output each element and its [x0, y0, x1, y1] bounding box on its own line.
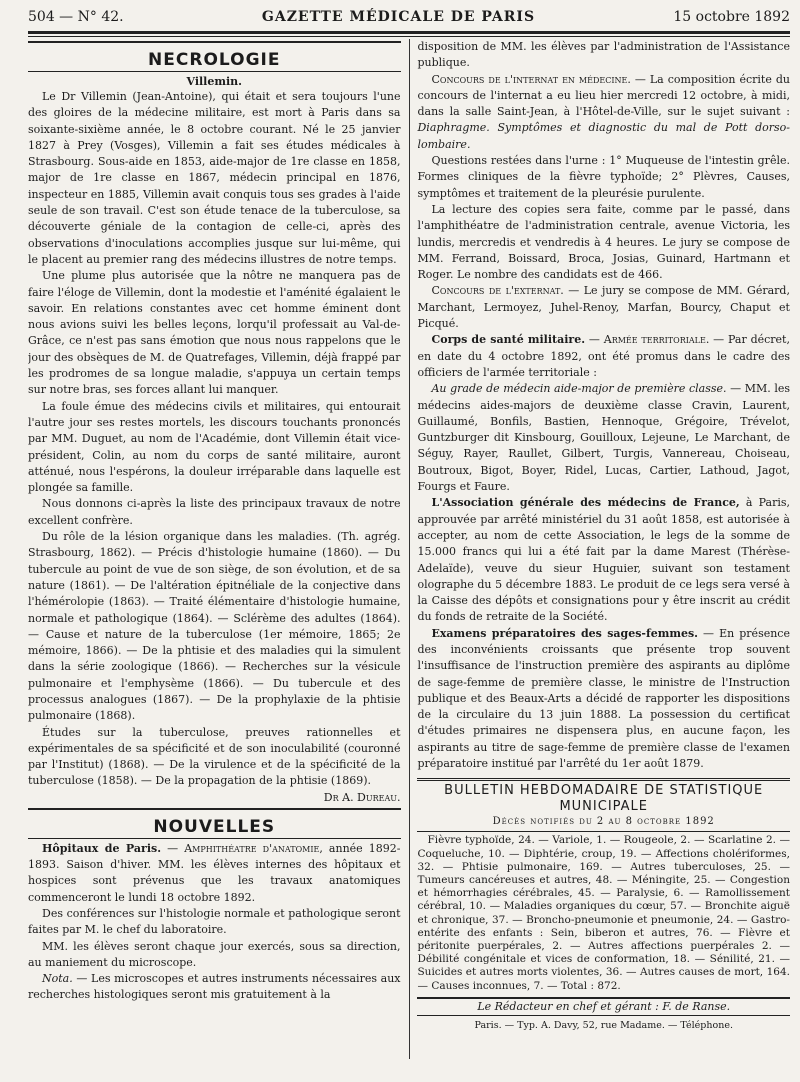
externat-lead: Concours de l'externat.: [431, 284, 564, 298]
journal-title: GAZETTE MÉDICALE DE PARIS: [261, 9, 536, 25]
questions-paragraph: Questions restées dans l'urne : 1° Muqueuse de l'intestin grêle. Formes cliniques de la fièvre typhoïde; 2° Plèvres, Causes, symptômes et traitement de la pleurésie purulente.: [417, 154, 790, 200]
bulletin-subtitle: Décès notifiés du 2 au 8 octobre 1892: [492, 816, 715, 828]
lecture-paragraph: La lecture des copies sera faite, comme par le passé, dans l'amphithéatre de l'administration centrale, avenue Victoria, les lundis, mercredis et vendredis à 4 heures. Le jury se compose de MM. Ferrand, Boissard, Broca, Josias, Guinard, Hartmann et Roger. Le nombre des candidats est de 466.: [417, 202, 790, 282]
hopitaux-sub: Amphithéatre d'anatomie: [184, 841, 320, 855]
nouvelles-paragraph: MM. les élèves seront chaque jour exercés, sous sa direction, au maniement du microscope.: [28, 939, 401, 969]
necrologie-paragraph: Une plume plus autorisée que la nôtre ne manquera pas de faire l'éloge de Villemin, dont la modestie et l'aménité égalaient le savoir. En relations constantes avec cet homme éminent dont nous avions suivi les belles leçons, lorqu'il professait au Val-de-Grâce, ce n'est pas sans émotion que nous nous rappelons que le jour des obsèques de M. de Quatrefages, Villemin, déjà frappé par les prodromes de sa longue maladie, s'appuya un certain temps sur notre bras, ses forces allant lui manquer.: [28, 269, 401, 397]
necrologie-paragraph: Le Dr Villemin (Jean-Antoine), qui était et sera toujours l'une des gloires de la médecine militaire, est mort à Paris dans sa soixante-sixième année, le 8 octobre courant. Né le 25 janvier 1827 à Prey (Vosges), Villemin a fait ses études médicales à Strasbourg. Sous-aide en 1853, aide-major de 1re classe en 1858, major de 1re classe en 1867, médecin principal en 1876, inspecteur en 1885, Villemin avait conquis tous ses grades à l'aide seule de son travail. C'est son étude tenace de la tuberculose, sa découverte géniale de la contagion de celle-ci, après des observations d'inoculations accomplies jusque sur lui-même, qui le placent au premier rang des médecins illustres de notre temps.: [28, 90, 401, 266]
bulletin-title: BULLETIN HEBDOMADAIRE DE STATISTIQUE: [444, 783, 764, 799]
hopitaux-lead: Hôpitaux de Paris.: [42, 841, 162, 855]
hopitaux-text: , année 1892-1893. Saison d'hiver. MM. les élèves internes des hôpitaux et hospices sont prévenus que les travaux anatomiques commenceront le lundi 18 octobre 1892.: [28, 841, 401, 904]
externat-paragraph: [417, 283, 790, 332]
internat-text: — La composition écrite du concours de l'internat a eu lieu hier mercredi 12 octobre, à midi, dans la salle Saint-Jean, à l'Hôtel-de-Ville, sur le sujet suivant :: [417, 72, 790, 119]
nota-text: — Les microscopes et autres instruments nécessaires aux recherches histologiques seront mis gratuitement à la: [28, 972, 401, 1002]
nouvelles-paragraph: Des conférences sur l'histologie normale et pathologique seront faites par M. le chef du laboratoire.: [28, 906, 401, 937]
grade-lead: Au grade de médecin aide-major de première classe.: [431, 382, 727, 396]
nouvelles-heading-box: [28, 808, 401, 839]
necrologie-heading: NECROLOGIE: [148, 50, 281, 70]
corps-lead: Corps de santé militaire.: [431, 333, 586, 347]
bulletin-header: [417, 778, 790, 832]
signature: Dr A. Dureau.: [323, 790, 401, 804]
necrologie-heading-box: [28, 41, 401, 72]
bulletin-statistics: [417, 834, 790, 992]
corps-paragraph: [417, 332, 790, 381]
right-column: [409, 39, 790, 1059]
examens-paragraph: [417, 626, 790, 773]
hopitaux-paragraph: Hôpitaux de Paris. — Amphithéatre d'anatomie, année 1892-1893. Saison d'hiver. MM. les élèves internes des hôpitaux et hospices sont prévenus que les travaux anatomiques commenceront le lundi 18 octobre 1892.: [28, 841, 401, 904]
association-lead: L'Association générale des médecins de France,: [431, 496, 740, 510]
page-header: [28, 8, 790, 28]
works-list: Du rôle de la lésion organique dans les maladies. (Th. agrég. Strasbourg, 1862). — Précis d'histologie humaine (1860). — Du tubercule au point de vue de son siège, de son évolution, et de sa nature (1861). — De l'altération épitnéliale de la conjective dans l'hémérolopie (1863). — Traité élémentaire d'histologie humaine, normale et pathologique (1864). — Sclérème des adultes (1864). — Cause et nature de la tuberculose (1er mémoire, 1865; 2e mémoire, 1866). — De la phtisie et des maladies qui la simulent dans la série zoologique (1866). — Recherches sur la vésicule pulmonaire et l'emphysème (1866). — Du tubercule et des processus analogues (1867). — De la prophylaxie de la phtisie pulmonaire (1868).: [28, 530, 401, 723]
bulletin-title-line2: MUNICIPALE: [559, 799, 649, 815]
association-paragraph: [417, 495, 790, 625]
corps-sub: — Armée territoriale.: [585, 333, 710, 347]
imprint-line: Paris. — Typ. A. Davy, 52, rue Madame. — Téléphone.: [474, 1019, 733, 1031]
statistics-text: Fièvre typhoïde, 24. — Variole, 1. — Rougeole, 2. — Scarlatine 2. — Coqueluche, 10. — Diphtérie, croup, 19. — Affections cholériformes, 32. — Phtisie pulmonaire, 169. — Autres tuberculoses, 25. — Tumeurs cancéreuses et autres, 48. — Méningite, 25. — Congestion et hémorrhagies cérébrales, 45. — Paralysie, 6. — Ramollissement cérébral, 10. — Maladies organiques du cœur, 57. — Bronchite aiguë et chronique, 37. — Broncho-pneumonie et pneumonie, 24. — Gastro-entérite des enfants : Sein, biberon et autres, 76. — Fièvre et péritonite puerpérales, 2. — Autres affections puerpérales 2. — Débilité congénitale et vices de conformation, 18. — Sénilité, 21. — Suicides et autres morts violentes, 36. — Autres causes de mort, 164. — Causes inconnues, 7. — Total : 872.: [417, 834, 790, 992]
nota-paragraph: [28, 971, 401, 1004]
nouvelles-heading: NOUVELLES: [153, 816, 276, 837]
header-rule-thin: [28, 36, 790, 37]
association-text: à Paris, approuvée par arrêté ministériel du 31 août 1858, est autorisée à accepter, au nom de cette Association, le legs de la somme de 15.000 francs qui lui a été fait par la dame Marest (Thérèse-Adelaïde), veuve du sieur Huguier, suivant son testament olographe du 5 décembre 1883. Le produit de ce legs sera versé à la Caisse des dépôts et consignations pour y être inscrit au crédit du fonds de retraite de la Société.: [417, 496, 790, 624]
redacteur-line: Le Rédacteur en chef et gérant : F. de Ranse.: [417, 997, 790, 1016]
header-rule: [28, 31, 790, 34]
left-column: [28, 39, 409, 1059]
grade-paragraph: [417, 381, 790, 495]
grade-text: — MM. les médecins aides-majors de deuxième classe Cravin, Laurent, Guillaumé, Bonfils, Bastien, Hennoque, Grégoire, Trévelot, Guntzburger dit Kinsbourg, Gouilloux, Lejeune, Le Marchant, de Séguy, Rayer, Raullet, Gilbert, Turgis, Vannereau, Choiseau, Boutroux, Bigot, Boyer, Ridel, Lucas, Cartier, Lathoud, Jagot, Fourgs et Faure.: [417, 382, 790, 494]
examens-text: — En présence des inconvénients croissants que présente trop souvent l'insuffisance de l'instruction première des aspirants au diplôme de sage-femme de première classe, le ministre de l'Instruction publique et des Beaux-Arts a décidé de rapporter les dispositions de la circulaire du 13 juin 1888. La possession du certificat d'études primaires ne dispensera plus, en aucune façon, les aspirants au titre de sage-femme de première classe de l'examen préparatoire institué par l'arrêté du 1er août 1879.: [417, 626, 790, 771]
continued-text: disposition de MM. les élèves par l'administration de l'Assistance publique.: [417, 40, 790, 70]
necrologie-subheading: Villemin.: [186, 75, 243, 88]
works-list: Études sur la tuberculose, preuves rationnelles et expérimentales de sa spécificité et de son inoculabilité (couronné par l'Institut) (1868). — De la virulence et de la spécificité de la tuberculose (1858). — De la propagation de la phtisie (1869).: [28, 725, 401, 788]
necrologie-paragraph: Nous donnons ci-après la liste des principaux travaux de notre excellent confrère.: [28, 497, 401, 527]
internat-subject: Diaphragme. Symptômes et diagnostic du mal de Pott dorso-lombaire.: [417, 121, 790, 151]
internat-paragraph: [417, 72, 790, 153]
internat-lead: Concours de l'internat en médecine.: [431, 72, 631, 86]
necrologie-paragraph: La foule émue des médecins civils et militaires, qui entourait l'autre jour ses restes mortels, les discours touchants prononcés par MM. Duguet, au nom de l'Académie, dont Villemin était vice-président, Colin, au nom du corps de santé militaire, auront atténué, nous l'espérons, la douleur irréparable dans laquelle est plongée sa famille.: [28, 399, 401, 495]
examens-lead: Examens préparatoires des sages-femmes.: [431, 626, 699, 640]
columns: [28, 39, 790, 1059]
corps-text: — Par décret, en date du 4 octobre 1892, ont été promus dans le cadre des officiers de l'armée territoriale :: [417, 333, 790, 379]
issue-date: 15 octobre 1892: [673, 9, 790, 25]
externat-text: — Le jury se compose de MM. Gérard, Marchant, Lermoyez, Juhel-Renoy, Marfan, Bourcy, Chaput et Picqué.: [417, 284, 790, 331]
nota-lead: Nota.: [42, 972, 73, 986]
page-number: 504 — N° 42.: [28, 9, 124, 25]
